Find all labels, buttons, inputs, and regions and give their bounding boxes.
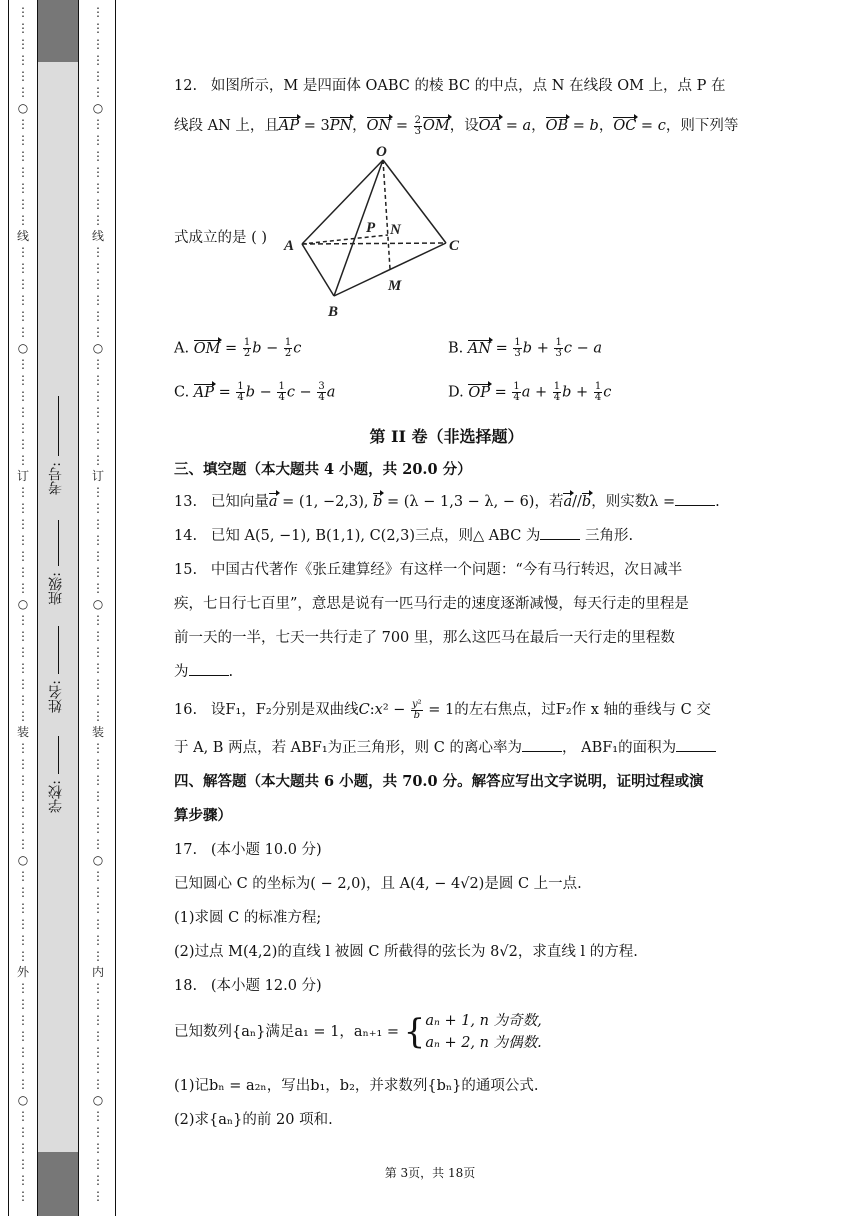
binding-dot: ⋮	[92, 773, 104, 787]
binding-dot: ⋮	[92, 565, 104, 579]
binding-dot: ⋮	[17, 1125, 29, 1139]
binding-dot: ⋮	[17, 581, 29, 595]
outer-dotted-column	[13, 4, 33, 1212]
section-4-heading-1: 四、解答题（本大题共 6 小题，共 70.0 分。解答应写出文字说明，证明过程或演	[174, 773, 704, 790]
binding-dot: ⋮	[92, 453, 104, 467]
binding-circle: ○	[17, 101, 29, 115]
binding-dot: ⋮	[92, 1061, 104, 1075]
binding-circle: ○	[17, 597, 29, 611]
q18-header: 18. (本小题 12.0 分)	[174, 978, 322, 994]
binding-dot: ⋮	[17, 149, 29, 163]
binding-circle: ○	[92, 341, 104, 355]
q14: 14. 已知 A(5, −1), B(1,1), C(2,3)三点，则△ ABC 为 三角形.	[174, 528, 634, 544]
binding-dot: ⋮	[17, 677, 29, 691]
binding-dot: ⋮	[92, 1141, 104, 1155]
q16-line2: 于 A, B 两点，若 ABF₁为正三角形，则 C 的离心率为 ， ABF₁的面积为	[174, 736, 716, 757]
binding-dot: ⋮	[92, 1173, 104, 1187]
binding-dot: ⋮	[17, 117, 29, 131]
q15-line1: 15. 中国古代著作《张丘建算经》有这样一个问题：“今有马行转迟，次日减半	[174, 562, 683, 578]
binding-dot: ⋮	[17, 133, 29, 147]
binding-dot: ⋮	[17, 709, 29, 723]
binding-dot: ⋮	[92, 997, 104, 1011]
binding-dot: ⋮	[17, 501, 29, 515]
binding-dot: ⋮	[92, 245, 104, 259]
binding-cut-mark: 装	[91, 725, 104, 739]
binding-dot: ⋮	[92, 21, 104, 35]
q15-line3: 前一天的一半，七天一共行走了 700 里，那么这匹马在最后一天行走的里程数	[174, 630, 675, 646]
name-label: 姓名:	[48, 680, 64, 713]
binding-dot: ⋮	[92, 133, 104, 147]
q15-line2: 疾，七日行七百里”，意思是说有一匹马行走的速度逐渐减慢，每天行走的里程是	[174, 596, 689, 612]
binding-dot: ⋮	[17, 789, 29, 803]
segment-AN	[302, 235, 388, 244]
binding-circle: ○	[92, 853, 104, 867]
binding-dot: ⋮	[17, 1189, 29, 1203]
binding-dot: ⋮	[92, 437, 104, 451]
edge-AC-hidden	[302, 243, 446, 244]
school-line	[58, 736, 59, 774]
section-2-title: 第 II 卷（非选择题）	[369, 427, 524, 446]
binding-circle: ○	[17, 853, 29, 867]
binding-dot: ⋮	[17, 277, 29, 291]
binding-dot: ⋮	[17, 5, 29, 19]
binding-dot: ⋮	[92, 1013, 104, 1027]
binding-dot: ⋮	[17, 629, 29, 643]
binding-dot: ⋮	[17, 949, 29, 963]
binding-dot: ⋮	[92, 949, 104, 963]
binding-dot: ⋮	[17, 213, 29, 227]
q16-area-blank[interactable]	[676, 739, 716, 752]
gray-bar-right-line	[78, 0, 79, 1216]
exam-number-line	[58, 396, 59, 456]
binding-dot: ⋮	[17, 181, 29, 195]
binding-dot: ⋮	[17, 1029, 29, 1043]
gray-bar-bottom-block	[38, 1152, 78, 1216]
binding-dot: ⋮	[92, 821, 104, 835]
q18-line2: (1)记bₙ = a₂ₙ，写出b₁，b₂，并求数列{bₙ}的通项公式.	[174, 1078, 539, 1094]
tetrahedron-figure	[278, 142, 478, 322]
binding-dot: ⋮	[17, 197, 29, 211]
binding-dot: ⋮	[92, 1077, 104, 1091]
binding-dot: ⋮	[92, 117, 104, 131]
binding-dot: ⋮	[17, 533, 29, 547]
binding-dot: ⋮	[92, 1109, 104, 1123]
binding-dot: ⋮	[17, 357, 29, 371]
binding-dot: ⋮	[17, 69, 29, 83]
binding-dot: ⋮	[92, 661, 104, 675]
binding-dot: ⋮	[92, 613, 104, 627]
q12-line2: 线段 AN 上，且AP = 3PN，ON = $\frac{2}{3}$ OM，设OA = a，OB = b，OC = c，则下列等	[174, 114, 739, 137]
binding-dot: ⋮	[17, 245, 29, 259]
binding-dot: ⋮	[17, 485, 29, 499]
binding-dot: ⋮	[17, 309, 29, 323]
binding-dot: ⋮	[17, 37, 29, 51]
binding-dot: ⋮	[92, 85, 104, 99]
label-N: N	[390, 222, 401, 238]
binding-dot: ⋮	[17, 933, 29, 947]
binding-dot: ⋮	[17, 1077, 29, 1091]
q12-option-a: A. OM = $\frac{1}{2}$ b − $\frac{1}{2}$ c	[174, 337, 302, 359]
q16-eccentricity-blank[interactable]	[522, 739, 562, 752]
binding-dot: ⋮	[17, 741, 29, 755]
binding-dot: ⋮	[17, 773, 29, 787]
class-line	[58, 520, 59, 566]
binding-cut-mark: 装	[16, 725, 29, 739]
label-O: O	[376, 144, 387, 160]
binding-dot: ⋮	[92, 309, 104, 323]
binding-dot: ⋮	[92, 421, 104, 435]
gray-bar-top-block	[38, 0, 78, 62]
binding-dot: ⋮	[92, 149, 104, 163]
binding-dot: ⋮	[17, 805, 29, 819]
binding-cut-mark: 线	[91, 229, 104, 243]
binding-dot: ⋮	[17, 165, 29, 179]
binding-dot: ⋮	[92, 5, 104, 19]
binding-dot: ⋮	[92, 581, 104, 595]
q12-text1: 如图所示，M 是四面体 OABC 的棱 BC 的中点，点 N 在线段 OM 上，点 P 在	[210, 78, 726, 94]
q12-option-d: D. OP = $\frac{1}{4}$ a + $\frac{1}{4}$ b + $\frac{1}{4}$ c	[448, 381, 612, 403]
q12-option-c: C. AP = $\frac{1}{4}$ b − $\frac{1}{4}$ c − $\frac{3}{4}$ a	[174, 381, 336, 403]
binding-dot: ⋮	[17, 885, 29, 899]
binding-dot: ⋮	[17, 293, 29, 307]
binding-cut-mark: 线	[16, 229, 29, 243]
binding-dot: ⋮	[92, 709, 104, 723]
binding-dot: ⋮	[92, 389, 104, 403]
binding-dot: ⋮	[92, 1189, 104, 1203]
binding-dot: ⋮	[92, 885, 104, 899]
binding-dot: ⋮	[17, 389, 29, 403]
q18-line3: (2)求{aₙ}的前 20 项和.	[174, 1112, 333, 1128]
inner-border-line	[115, 0, 116, 1216]
binding-margin	[0, 0, 120, 1216]
binding-dot: ⋮	[92, 549, 104, 563]
binding-dot: ⋮	[92, 277, 104, 291]
binding-dot: ⋮	[92, 981, 104, 995]
binding-dot: ⋮	[92, 805, 104, 819]
q17-header: 17. (本小题 10.0 分)	[174, 842, 322, 858]
binding-circle: ○	[92, 597, 104, 611]
inner-dotted-column	[88, 4, 108, 1212]
binding-dot: ⋮	[17, 645, 29, 659]
q12-number: 12.	[174, 78, 198, 94]
binding-dot: ⋮	[17, 1157, 29, 1171]
binding-dot: ⋮	[92, 37, 104, 51]
q14-answer-blank[interactable]	[540, 527, 580, 540]
binding-dot: ⋮	[17, 437, 29, 451]
binding-dot: ⋮	[17, 901, 29, 915]
binding-dot: ⋮	[17, 693, 29, 707]
binding-dot: ⋮	[17, 549, 29, 563]
binding-dot: ⋮	[17, 1061, 29, 1075]
q13: 13. 已知向量a = (1, −2,3), b = (λ − 1,3 − λ, − 6)，若a//b，则实数λ = .	[174, 494, 720, 510]
binding-dot: ⋮	[92, 325, 104, 339]
edge-AB	[302, 244, 334, 296]
binding-dot: ⋮	[92, 181, 104, 195]
segment-OM	[383, 160, 390, 269]
q17-line1: 已知圆心 C 的坐标为( − 2,0)，且 A(4, − 4√2)是圆 C 上一点.	[174, 876, 582, 892]
binding-cut-mark: 订	[16, 469, 29, 483]
binding-dot: ⋮	[92, 677, 104, 691]
label-C: C	[449, 238, 460, 254]
binding-dot: ⋮	[92, 629, 104, 643]
binding-dot: ⋮	[92, 197, 104, 211]
binding-cut-mark: 内	[91, 965, 104, 979]
binding-dot: ⋮	[92, 485, 104, 499]
binding-dot: ⋮	[92, 693, 104, 707]
q15-line4: 为 .	[174, 664, 234, 680]
binding-dot: ⋮	[92, 837, 104, 851]
binding-dot: ⋮	[92, 1045, 104, 1059]
q13-answer-blank[interactable]	[675, 493, 715, 506]
q16-line1: 16. 设F₁，F₂分别是双曲线C:x² − $\frac{\text{y²}}{b}$ = 1的左右焦点，过F₂作 x 轴的垂线与 C 交	[174, 698, 711, 721]
binding-dot: ⋮	[17, 981, 29, 995]
q17-line3: (2)过点 M(4,2)的直线 l 被圆 C 所截得的弦长为 8√2，求直线 l 的方程.	[174, 944, 638, 960]
label-P: P	[366, 220, 376, 236]
binding-dot: ⋮	[92, 69, 104, 83]
label-A: A	[284, 238, 295, 254]
binding-dot: ⋮	[92, 405, 104, 419]
q18-line1: 已知数列{aₙ}满足a₁ = 1，aₙ₊₁ = { aₙ + 1, n 为奇数, aₙ + 2, n 为偶数.	[174, 1012, 542, 1052]
binding-dot: ⋮	[17, 421, 29, 435]
binding-cut-mark: 订	[91, 469, 104, 483]
binding-dot: ⋮	[17, 613, 29, 627]
exam-number-label: 考号:	[48, 462, 64, 495]
class-label: 班级:	[48, 572, 64, 605]
binding-dot: ⋮	[17, 1141, 29, 1155]
gray-bar	[38, 62, 78, 1152]
binding-dot: ⋮	[92, 869, 104, 883]
binding-dot: ⋮	[17, 1013, 29, 1027]
binding-dot: ⋮	[92, 165, 104, 179]
binding-circle: ○	[92, 101, 104, 115]
binding-dot: ⋮	[92, 933, 104, 947]
binding-dot: ⋮	[92, 517, 104, 531]
binding-dot: ⋮	[92, 901, 104, 915]
section-4-heading-2: 算步骤）	[174, 807, 232, 824]
binding-dot: ⋮	[17, 997, 29, 1011]
binding-dot: ⋮	[17, 1173, 29, 1187]
school-label: 学校:	[48, 780, 64, 813]
binding-dot: ⋮	[17, 373, 29, 387]
binding-dot: ⋮	[17, 53, 29, 67]
binding-circle: ○	[17, 1093, 29, 1107]
section-3-heading: 三、填空题（本大题共 4 小题，共 20.0 分）	[174, 461, 472, 478]
binding-dot: ⋮	[17, 325, 29, 339]
q12-line1	[174, 74, 726, 95]
name-line	[58, 626, 59, 674]
binding-dot: ⋮	[92, 261, 104, 275]
binding-dot: ⋮	[92, 917, 104, 931]
binding-circle: ○	[17, 341, 29, 355]
binding-dot: ⋮	[17, 517, 29, 531]
binding-dot: ⋮	[17, 405, 29, 419]
q12-option-b: B. AN = $\frac{1}{3}$ b + $\frac{1}{3}$ c − a	[448, 337, 602, 359]
binding-dot: ⋮	[17, 661, 29, 675]
label-B: B	[328, 304, 339, 320]
binding-dot: ⋮	[17, 261, 29, 275]
page-footer: 第 3页，共 18页	[384, 1166, 476, 1180]
binding-dot: ⋮	[17, 917, 29, 931]
binding-dot: ⋮	[17, 869, 29, 883]
binding-dot: ⋮	[92, 293, 104, 307]
binding-dot: ⋮	[92, 357, 104, 371]
q17-line2: (1)求圆 C 的标准方程;	[174, 910, 322, 926]
binding-dot: ⋮	[17, 565, 29, 579]
binding-dot: ⋮	[17, 453, 29, 467]
binding-cut-mark: 外	[16, 965, 29, 979]
binding-dot: ⋮	[92, 741, 104, 755]
binding-dot: ⋮	[17, 1109, 29, 1123]
binding-dot: ⋮	[92, 1029, 104, 1043]
binding-dot: ⋮	[92, 501, 104, 515]
binding-dot: ⋮	[92, 53, 104, 67]
q15-answer-blank[interactable]	[189, 663, 229, 676]
binding-dot: ⋮	[92, 757, 104, 771]
binding-dot: ⋮	[17, 837, 29, 851]
binding-dot: ⋮	[17, 1045, 29, 1059]
binding-dot: ⋮	[17, 821, 29, 835]
binding-dot: ⋮	[92, 789, 104, 803]
outer-border-line	[8, 0, 9, 1216]
q12-line3: 式成立的是 ( )	[174, 230, 268, 246]
binding-dot: ⋮	[17, 757, 29, 771]
label-M: M	[388, 278, 402, 294]
binding-dot: ⋮	[92, 1125, 104, 1139]
binding-dot: ⋮	[17, 21, 29, 35]
binding-dot: ⋮	[17, 85, 29, 99]
binding-dot: ⋮	[92, 373, 104, 387]
binding-circle: ○	[92, 1093, 104, 1107]
binding-dot: ⋮	[92, 213, 104, 227]
binding-dot: ⋮	[92, 645, 104, 659]
binding-dot: ⋮	[92, 1157, 104, 1171]
binding-dot: ⋮	[92, 533, 104, 547]
